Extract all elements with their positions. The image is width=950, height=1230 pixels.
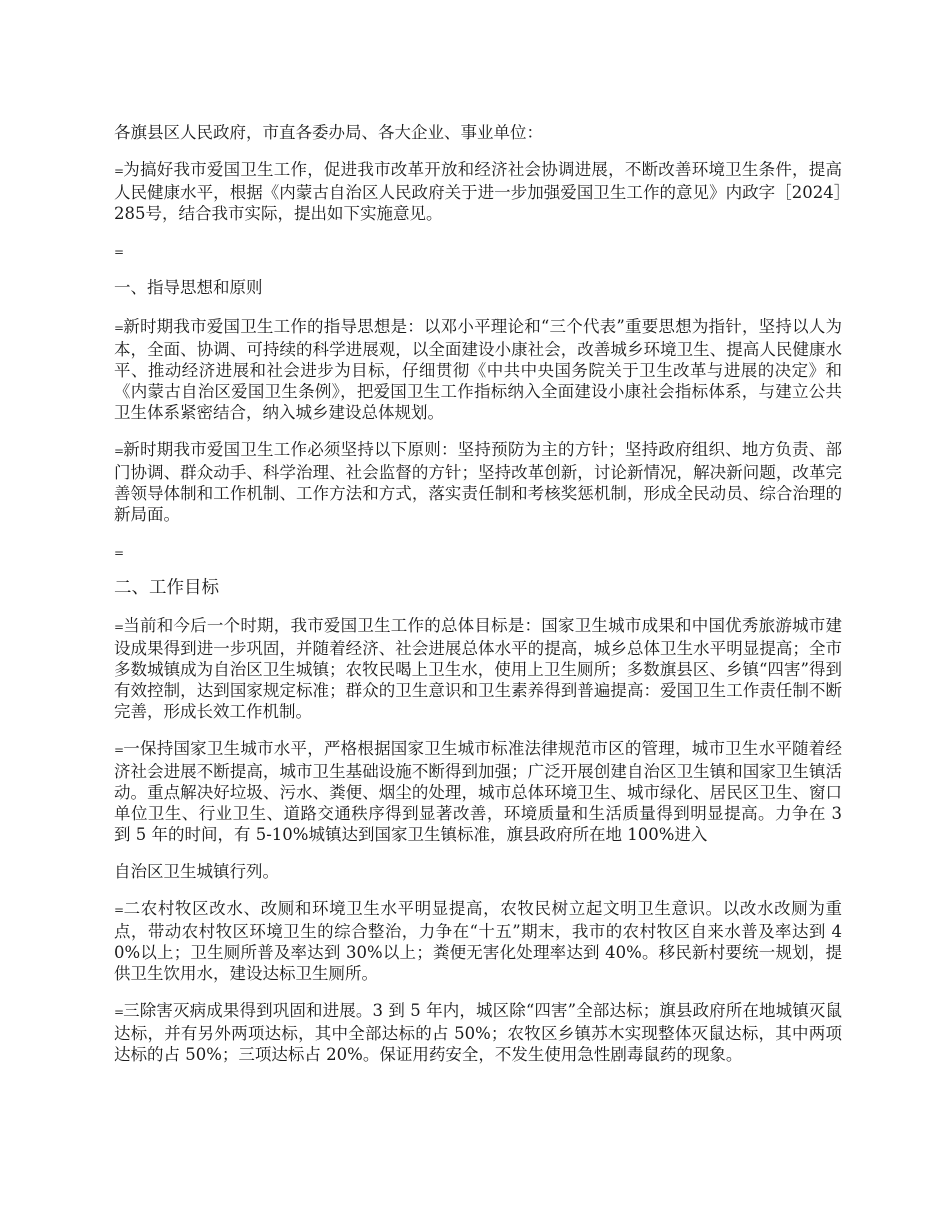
paragraph-mark: = — [114, 620, 124, 634]
intro-text: 为搞好我市爱国卫生工作，促进我市改革开放和经济社会协调进展，不断改善环境卫生条件，提高人民健康水平，根据《内蒙古自治区人民政府关于进一步加强爱国卫生工作的意见》内政字［2024］285号，结合我市实际，提出如下实施意见。 — [114, 160, 842, 223]
goal-three-text: 三除害灭病成果得到巩固和进展。3 到 5 年内，城区除“四害”全部达标；旗县政府所在地城镇灭鼠达标，并有另外两项达标，其中全部达标的占 50%；农牧区乡镇苏木实现整体灭鼠达标，其中两项达标的占 50%；三项达标占 20%。保证用药安全，不发生使用急性剧毒鼠药的现象。 — [114, 1001, 842, 1064]
blank-line — [114, 541, 842, 562]
paragraph-mark: = — [114, 743, 124, 757]
goal-one-paragraph — [114, 738, 842, 845]
guiding-thought-text: 新时期我市爱国卫生工作的指导思想是：以邓小平理论和“三个代表”重要思想为指针，坚持以人为本，全面、协调、可持续的科学进展观，以全面建设小康社会，改善城乡环境卫生、提高人民健康水平、推动经济进展和社会进步为目标，仔细贯彻《中共中央国务院关于卫生改革与进展的决定》和《内蒙古自治区爱国卫生条例》，把爱国卫生工作指标纳入全面建设小康社会指标体系，与建立公共卫生体系紧密结合，纳入城乡建设总体规划。 — [114, 317, 842, 422]
salutation: 各旗县区人民政府，市直各委办局、各大企业、事业单位： — [114, 123, 543, 142]
guiding-thought-paragraph — [114, 316, 842, 423]
intro-paragraph — [114, 159, 842, 224]
paragraph-mark: = — [114, 164, 124, 178]
document-page — [114, 122, 842, 1081]
paragraph-mark: = — [114, 444, 124, 458]
principles-paragraph — [114, 439, 842, 525]
paragraph-mark: = — [114, 903, 124, 917]
goal-two-text: 二农村牧区改水、改厕和环境卫生水平明显提高，农牧民树立起文明卫生意识。以改水改厕为重点，带动农村牧区环境卫生的综合整治，力争在“十五”期末，我市的农村牧区自来水普及率达到 40%以上；卫生厕所普及率达到 30%以上；粪便无害化处理率达到 40%。移民新村要统一规划，提供卫生饮用水，建设达标卫生厕所。 — [114, 899, 842, 983]
overall-goal-paragraph — [114, 615, 842, 722]
paragraph-mark: = — [114, 321, 124, 335]
section-heading-guiding-principles: 一、指导思想和原则 — [114, 278, 263, 297]
principles-text: 新时期我市爱国卫生工作必须坚持以下原则：坚持预防为主的方针；坚持政府组织、地方负责、部门协调、群众动手、科学治理、社会监督的方针；坚持改革创新，讨论新情况，解决新问题，改革完善领导体制和工作机制、工作方法和方式，落实责任制和考核奖惩机制，形成全民动员、综合治理的新局面。 — [114, 440, 842, 524]
section-heading-work-goals: 二、工作目标 — [114, 578, 219, 598]
goal-two-paragraph — [114, 898, 842, 984]
overall-goal-text: 当前和今后一个时期，我市爱国卫生工作的总体目标是：国家卫生城市成果和中国优秀旅游城市建设成果得到进一步巩固，并随着经济、社会进展总体水平的提高，城乡总体卫生水平明显提高；全市多数城镇成为自治区卫生城镇；农牧民喝上卫生水，使用上卫生厕所；多数旗县区、乡镇“四害”得到有效控制，达到国家规定标准；群众的卫生意识和卫生素养得到普遍提高：爱国卫生工作责任制不断完善，形成长效工作机制。 — [114, 616, 842, 721]
goal-one-text: 一保持国家卫生城市水平，严格根据国家卫生城市标准法律规范市区的管理，城市卫生水平随着经济社会进展不断提高，城市卫生基础设施不断得到加强；广泛开展创建自治区卫生镇和国家卫生镇活动。重点解决好垃圾、污水、粪便、烟尘的处理，城市总体环境卫生、城市绿化、居民区卫生、窗口单位卫生、行业卫生、道路交通秩序得到显著改善，环境质量和生活质量得到明显提高。力争在 3 到 5 年的时间，有 5-10%城镇达到国家卫生镇标准，旗县政府所在地 100%进入 — [114, 739, 842, 844]
paragraph-mark: = — [114, 245, 124, 259]
goal-three-paragraph — [114, 1000, 842, 1065]
paragraph-mark: = — [114, 546, 124, 560]
blank-line — [114, 240, 842, 261]
paragraph-mark: = — [114, 1005, 124, 1019]
goal-one-continuation: 自治区卫生城镇行列。 — [114, 862, 279, 881]
